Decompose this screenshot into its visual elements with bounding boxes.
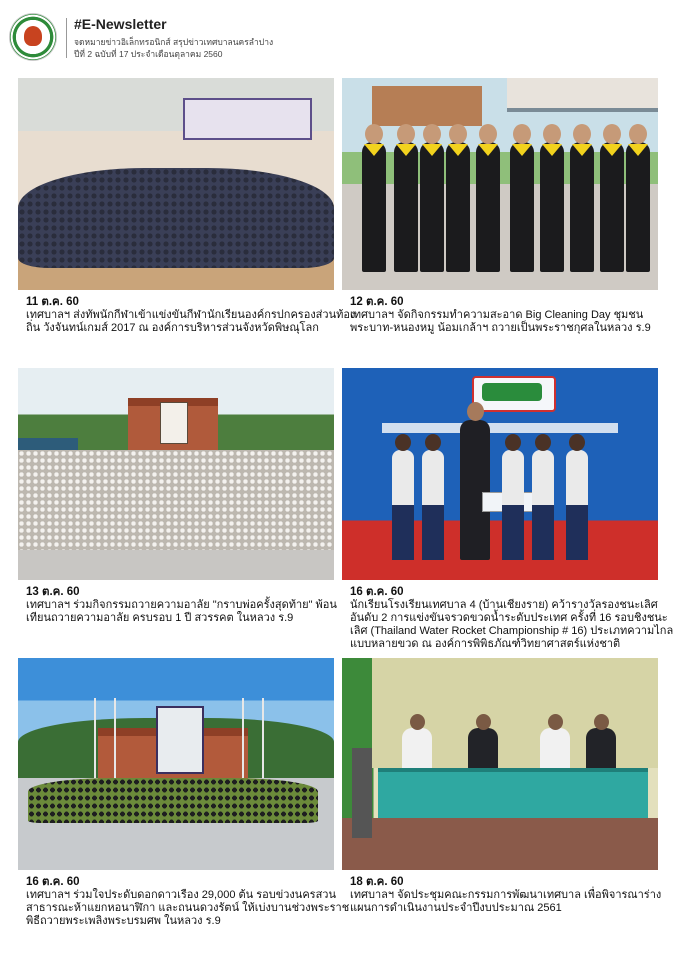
news-date: 11 ต.ค. 60 [26, 296, 79, 308]
teacher [460, 420, 490, 560]
news-caption [26, 296, 356, 335]
student [566, 450, 588, 560]
newsletter-header [10, 12, 670, 62]
header-divider [66, 18, 67, 58]
meeting-attendee [402, 728, 432, 770]
meeting-attendee [586, 728, 616, 770]
news-caption [26, 876, 356, 928]
newsletter-issue: ปีที่ 2 ฉบับที่ 17 ประจำเดือนตุลาคม 2560 [74, 49, 223, 59]
news-photo-memorial-gathering [18, 368, 334, 580]
volunteer-person [510, 142, 534, 272]
newsletter-title: #E-Newsletter [74, 16, 167, 32]
newsletter-subtitle: จดหมายข่าวอิเล็กทรอนิกส์ สรุปข่าวเทศบาลนครลำปาง [74, 37, 274, 47]
student [502, 450, 524, 560]
news-caption [26, 586, 356, 625]
news-text: เทศบาลฯ จัดกิจกรรมทำความสะอาด Big Cleaning Day ชุมชนพระบาท-หนองหมู น้อมเกล้าฯ ถวายเป็นพระราชกุศลในหลวง ร.9 [350, 309, 651, 334]
flag-pole [94, 698, 96, 778]
news-photo-committee-meeting [342, 658, 658, 870]
floor [342, 818, 658, 870]
news-date: 13 ต.ค. 60 [26, 586, 80, 598]
white-uniform-crowd [18, 450, 334, 550]
news-date: 16 ต.ค. 60 [26, 876, 80, 888]
news-caption [350, 876, 678, 915]
water-rocket-logo [472, 376, 556, 412]
news-text: เทศบาลฯ ร่วมกิจกรรมถวายความอาลัย "กราบพ่อครั้งสุดท้าย" พ้อนเทียนถวายความอาลัย ครบรอบ 1 ปี สวรรคต ในหลวง ร.9 [26, 599, 337, 624]
volunteer-person [394, 142, 418, 272]
flag-pole [242, 698, 244, 778]
stage-backdrop-text [382, 423, 618, 433]
student [422, 450, 444, 560]
student [392, 450, 414, 560]
volunteer-person [600, 142, 624, 272]
meeting-attendee [540, 728, 570, 770]
news-photo-marigold-planting [18, 658, 334, 870]
microphone-stand [352, 748, 372, 838]
municipality-logo [10, 14, 56, 60]
volunteer-person [626, 142, 650, 272]
news-date: 18 ต.ค. 60 [350, 876, 404, 888]
news-date: 16 ต.ค. 60 [350, 586, 404, 598]
news-caption [350, 586, 676, 651]
volunteer-person [540, 142, 564, 272]
flag-pole [114, 698, 116, 778]
volunteer-person [570, 142, 594, 272]
volunteer-person [446, 142, 470, 272]
volunteer-person [476, 142, 500, 272]
news-photo-cleaning-day [342, 78, 658, 290]
news-date: 12 ต.ค. 60 [350, 296, 404, 308]
athlete-group [18, 168, 334, 268]
volunteer-person [420, 142, 444, 272]
meeting-table [378, 768, 648, 820]
news-photo-water-rocket [342, 368, 658, 580]
flag-pole [262, 698, 264, 778]
news-text: เทศบาลฯ ร่วมใจประดับดอกดาวเรือง 29,000 ต้น รอบข่วงนครสวนสาธารณะห้าแยกหอนาฬิกา และถนนดวงรัตน์ ให้เบ่งบานช่วงพระราชพิธีถวายพระเพลิงพระบรมศพ ในหลวง ร.9 [26, 889, 350, 927]
meeting-chairman [468, 728, 498, 770]
canopy-roof [507, 78, 658, 112]
news-text: เทศบาลฯ ส่งทัพนักกีฬาเข้าแข่งขันกีฬานักเรียนองค์กรปกครองส่วนท้องถิ่น วังจันทน์เกมส์ 2017 ณ องค์การบริหารส่วนจังหวัดพิษณุโลก [26, 309, 356, 334]
news-photo-sports-team [18, 78, 334, 290]
news-text: เทศบาลฯ จัดประชุมคณะกรรมการพัฒนาเทศบาล เพื่อพิจารณาร่างแผนการดำเนินงานประจำปีงบประมาณ 2561 [350, 889, 662, 914]
news-text: นักเรียนโรงเรียนเทศบาล 4 (บ้านเชียงราย) คว้ารางวัลรองชนะเลิศอันดับ 2 การแข่งขันจรวดขวดน้ำระดับประเทศ ครั้งที่ 16 รอบชิงชนะเลิศ (Thailand Water Rocket Championship # 16) ประเภทความไกลแบบหลายขวด ณ องค์การพิพิธภัณฑ์วิทยาศาสตร์แห่งชาติ [350, 599, 674, 650]
volunteer-person [362, 142, 386, 272]
event-banner [183, 98, 312, 140]
background-building [372, 86, 482, 126]
royal-portrait [160, 402, 188, 444]
royal-portrait-sign [156, 706, 204, 774]
student [532, 450, 554, 560]
news-caption [350, 296, 678, 335]
volunteer-group [28, 778, 318, 823]
